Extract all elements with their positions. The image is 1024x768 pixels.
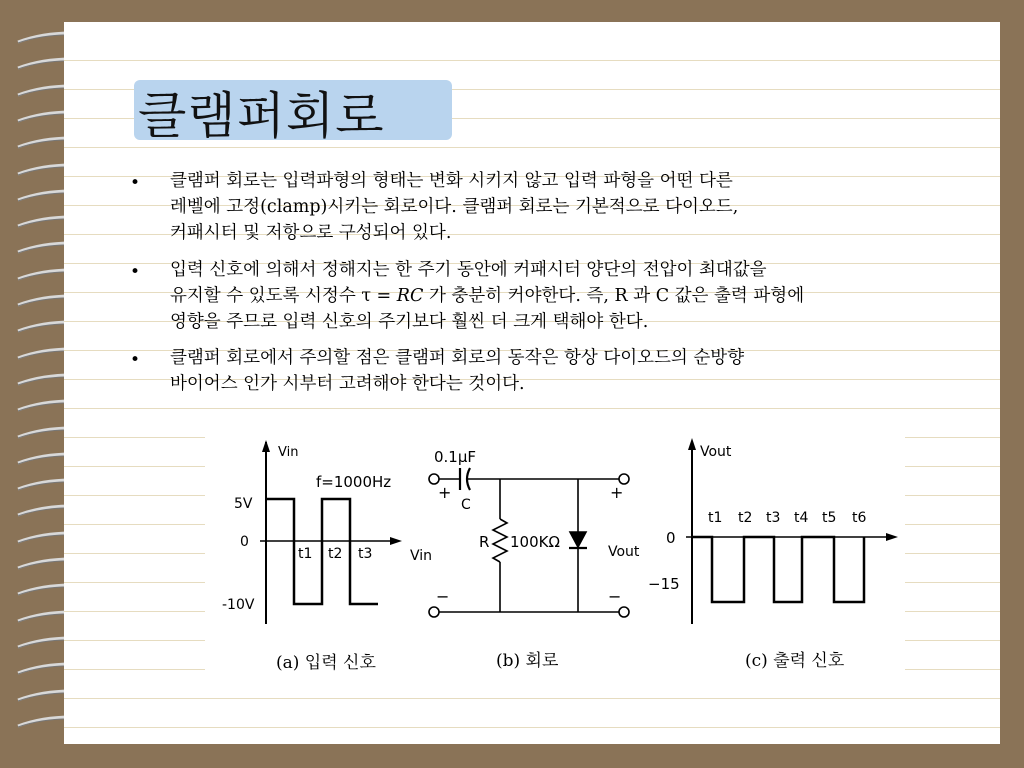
- input-caption: (a) 입력 신호: [276, 653, 376, 673]
- input-plus: +: [438, 483, 452, 502]
- text-line: 입력 신호에 의해서 정해지는 한 주기 동안에 커패시터 양단의 전압이 최대값을: [170, 260, 767, 280]
- output-zero-level: 0: [666, 529, 676, 547]
- input-high-level: 5V: [234, 496, 253, 512]
- capacitor-value: 0.1μF: [434, 448, 477, 466]
- bullet-marker: •: [130, 173, 141, 193]
- circuit-vin: Vin: [410, 548, 433, 564]
- text-line: 바이어스 인가 시부터 고려해야 한다는 것이다.: [170, 374, 525, 394]
- text-line: 레벨에 고정(clamp)시키는 회로이다. 클램퍼 회로는 기본적으로 다이오드,: [170, 197, 739, 217]
- input-ylabel: Vin: [278, 445, 299, 460]
- capacitor-label: C: [461, 497, 471, 513]
- input-zero-level: 0: [240, 534, 249, 550]
- input-t3: t3: [358, 546, 373, 562]
- input-low-level: -10V: [222, 597, 255, 613]
- input-t1: t1: [298, 546, 313, 562]
- input-minus: −: [436, 587, 450, 606]
- input-frequency: f=1000Hz: [316, 473, 392, 491]
- output-t5: t5: [822, 510, 837, 526]
- output-low-level: −15: [648, 575, 680, 593]
- output-plus: +: [610, 483, 624, 502]
- output-t3: t3: [766, 510, 781, 526]
- input-t2: t2: [328, 546, 343, 562]
- text-line: 유지할 수 있도록 시정수 τ = RC 가 충분히 커야한다. 즉, R 과 C 값은 출력 파형에: [170, 286, 805, 306]
- resistor-label: R: [479, 533, 490, 551]
- output-t6: t6: [852, 510, 867, 526]
- bullet-marker: •: [130, 262, 141, 282]
- bullet-marker: •: [130, 350, 141, 370]
- output-t1: t1: [708, 510, 723, 526]
- page-title: 클램퍼회로: [138, 87, 385, 145]
- text-line: 커패시터 및 저항으로 구성되어 있다.: [170, 223, 452, 243]
- output-caption: (c) 출력 신호: [745, 651, 845, 671]
- resistor-value: 100KΩ: [510, 533, 560, 551]
- text-line: 영향을 주므로 입력 신호의 주기보다 훨씬 더 크게 택해야 한다.: [170, 312, 649, 332]
- circuit-caption: (b) 회로: [496, 651, 559, 671]
- text-line: 클램퍼 회로는 입력파형의 형태는 변화 시키지 않고 입력 파형을 어떤 다른: [170, 171, 733, 191]
- output-t4: t4: [794, 510, 809, 526]
- output-ylabel: Vout: [700, 444, 732, 460]
- output-minus: −: [608, 587, 622, 606]
- circuit-vout: Vout: [608, 544, 640, 560]
- text-line: 클램퍼 회로에서 주의할 점은 클램퍼 회로의 동작은 항상 다이오드의 순방향: [170, 348, 745, 368]
- output-t2: t2: [738, 510, 753, 526]
